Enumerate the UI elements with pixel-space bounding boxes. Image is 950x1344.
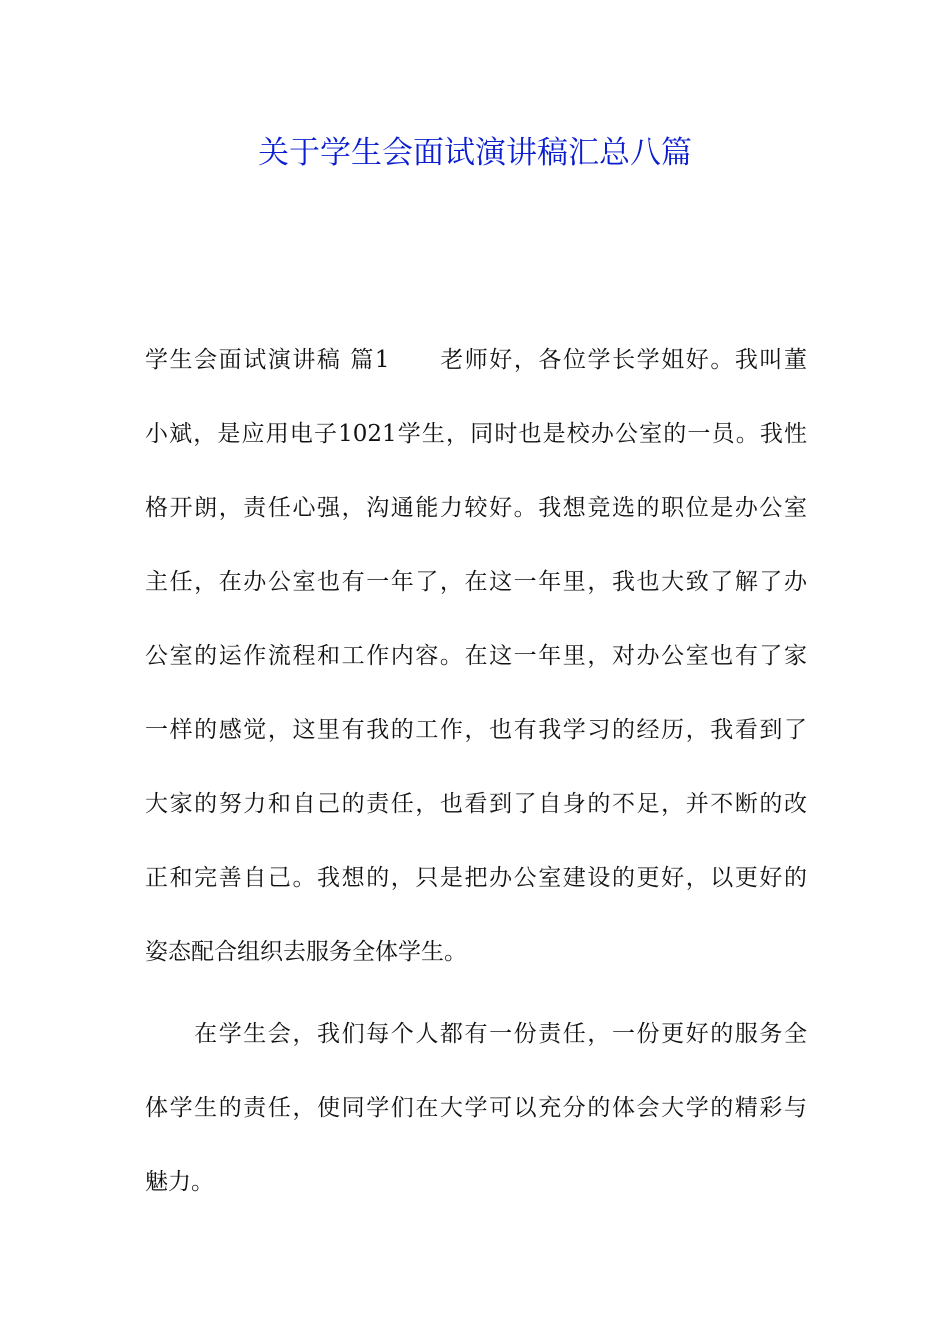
paragraph-line: 大家的努力和自己的责任，也看到了自身的不足，并不断的改	[145, 791, 807, 817]
paragraph-line: 正和完善自己。我想的，只是把办公室建设的更好，以更好的	[145, 865, 807, 891]
paragraph-line: 魅力。	[145, 1169, 214, 1195]
paragraph-2	[145, 1014, 807, 1236]
paragraph-line: 体学生的责任，使同学们在大学可以充分的体会大学的精彩与	[145, 1095, 807, 1121]
paragraph-line: 格开朗，责任心强，沟通能力较好。我想竞选的职位是办公室	[145, 495, 807, 521]
paragraph-line: 一样的感觉，这里有我的工作，也有我学习的经历，我看到了	[145, 717, 807, 743]
paragraph-1	[145, 340, 807, 1006]
paragraph-line: 小斌，是应用电子1021学生，同时也是校办公室的一员。我性	[145, 421, 807, 447]
paragraph-line: 在学生会，我们每个人都有一份责任，一份更好的服务全	[145, 1021, 807, 1047]
paragraph-line: 公室的运作流程和工作内容。在这一年里，对办公室也有了家	[145, 643, 807, 669]
paragraph-line: 姿态配合组织去服务全体学生。	[145, 939, 467, 965]
document-title: 关于学生会面试演讲稿汇总八篇	[258, 135, 692, 171]
paragraph-line: 主任，在办公室也有一年了，在这一年里，我也大致了解了办	[145, 569, 807, 595]
paragraph-line: 学生会面试演讲稿 篇1 老师好，各位学长学姐好。我叫董	[145, 347, 807, 373]
